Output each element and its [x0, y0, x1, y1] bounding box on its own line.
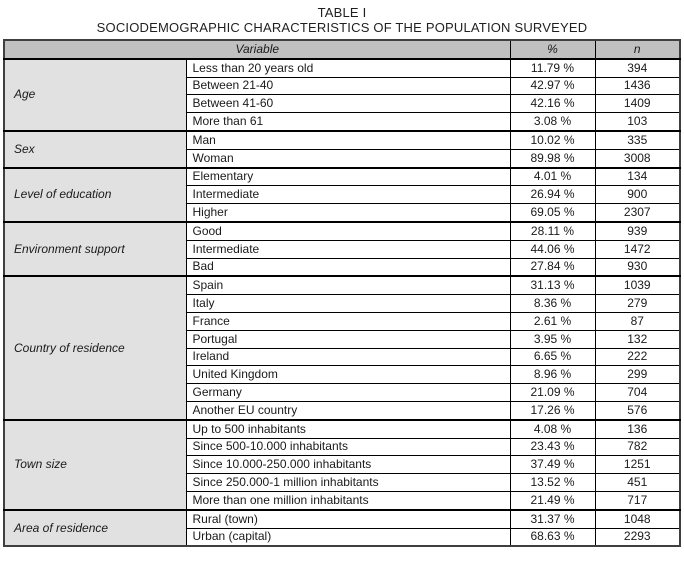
n-cell: 704 [595, 384, 680, 402]
label-cell: More than 61 [186, 113, 510, 131]
percent-cell: 8.96 % [510, 366, 595, 384]
label-cell: More than one million inhabitants [186, 491, 510, 509]
table-row [4, 276, 680, 294]
percent-cell: 21.49 % [510, 491, 595, 509]
label-cell: Spain [186, 276, 510, 294]
percent-cell: 4.01 % [510, 168, 595, 186]
n-cell: 782 [595, 438, 680, 456]
label-cell: Up to 500 inhabitants [186, 420, 510, 438]
percent-cell: 26.94 % [510, 186, 595, 204]
column-header-variable: Variable [4, 40, 510, 59]
percent-cell: 3.95 % [510, 330, 595, 348]
n-cell: 394 [595, 59, 680, 77]
percent-cell: 6.65 % [510, 348, 595, 366]
percent-cell: 3.08 % [510, 113, 595, 131]
n-cell: 335 [595, 131, 680, 149]
n-cell: 1251 [595, 456, 680, 474]
percent-cell: 68.63 % [510, 528, 595, 546]
table-row [4, 420, 680, 438]
percent-cell: 44.06 % [510, 240, 595, 258]
label-cell: Between 21-40 [186, 77, 510, 95]
sociodemographic-table [3, 39, 681, 547]
n-cell: 222 [595, 348, 680, 366]
n-cell: 103 [595, 113, 680, 131]
label-cell: Intermediate [186, 186, 510, 204]
percent-cell: 21.09 % [510, 384, 595, 402]
n-cell: 134 [595, 168, 680, 186]
percent-cell: 27.84 % [510, 258, 595, 276]
n-cell: 2293 [595, 528, 680, 546]
n-cell: 1039 [595, 276, 680, 294]
n-cell: 132 [595, 330, 680, 348]
n-cell: 3008 [595, 149, 680, 167]
column-header-percent: % [510, 40, 595, 59]
label-cell: Germany [186, 384, 510, 402]
label-cell: Between 41-60 [186, 95, 510, 113]
percent-cell: 31.37 % [510, 510, 595, 528]
n-cell: 930 [595, 258, 680, 276]
label-cell: Man [186, 131, 510, 149]
group-cell-town-size: Town size [4, 420, 186, 510]
table-title: TABLE I [317, 5, 367, 20]
table-subtitle: SOCIODEMOGRAPHIC CHARACTERISTICS OF THE POPULATION SURVEYED [96, 20, 588, 35]
n-cell: 717 [595, 491, 680, 509]
group-cell-sex: Sex [4, 131, 186, 168]
n-cell: 1048 [595, 510, 680, 528]
table-row [4, 168, 680, 186]
n-cell: 1436 [595, 77, 680, 95]
table-row [4, 222, 680, 240]
label-cell: Since 500-10.000 inhabitants [186, 438, 510, 456]
percent-cell: 17.26 % [510, 401, 595, 419]
percent-cell: 31.13 % [510, 276, 595, 294]
label-cell: Elementary [186, 168, 510, 186]
n-cell: 2307 [595, 204, 680, 222]
group-cell-country: Country of residence [4, 276, 186, 419]
n-cell: 136 [595, 420, 680, 438]
n-cell: 279 [595, 295, 680, 313]
percent-cell: 69.05 % [510, 204, 595, 222]
group-cell-area: Area of residence [4, 510, 186, 547]
percent-cell: 89.98 % [510, 149, 595, 167]
label-cell: Italy [186, 295, 510, 313]
n-cell: 1472 [595, 240, 680, 258]
n-cell: 451 [595, 474, 680, 492]
percent-cell: 42.16 % [510, 95, 595, 113]
header-row [4, 40, 680, 59]
table-row [4, 59, 680, 77]
label-cell: Since 250.000-1 million inhabitants [186, 474, 510, 492]
label-cell: Rural (town) [186, 510, 510, 528]
label-cell: Less than 20 years old [186, 59, 510, 77]
label-cell: Another EU country [186, 401, 510, 419]
label-cell: Intermediate [186, 240, 510, 258]
label-cell: Portugal [186, 330, 510, 348]
label-cell: Ireland [186, 348, 510, 366]
group-cell-age: Age [4, 59, 186, 131]
label-cell: United Kingdom [186, 366, 510, 384]
n-cell: 299 [595, 366, 680, 384]
percent-cell: 42.97 % [510, 77, 595, 95]
percent-cell: 10.02 % [510, 131, 595, 149]
percent-cell: 4.08 % [510, 420, 595, 438]
n-cell: 1409 [595, 95, 680, 113]
percent-cell: 23.43 % [510, 438, 595, 456]
percent-cell: 8.36 % [510, 295, 595, 313]
percent-cell: 13.52 % [510, 474, 595, 492]
label-cell: France [186, 312, 510, 330]
percent-cell: 37.49 % [510, 456, 595, 474]
percent-cell: 2.61 % [510, 312, 595, 330]
label-cell: Bad [186, 258, 510, 276]
table-row [4, 131, 680, 149]
percent-cell: 11.79 % [510, 59, 595, 77]
label-cell: Higher [186, 204, 510, 222]
label-cell: Woman [186, 149, 510, 167]
label-cell: Urban (capital) [186, 528, 510, 546]
group-cell-education: Level of education [4, 168, 186, 222]
percent-cell: 28.11 % [510, 222, 595, 240]
n-cell: 87 [595, 312, 680, 330]
table-row [4, 510, 680, 528]
group-cell-environment-support: Environment support [4, 222, 186, 276]
label-cell: Good [186, 222, 510, 240]
label-cell: Since 10.000-250.000 inhabitants [186, 456, 510, 474]
n-cell: 900 [595, 186, 680, 204]
n-cell: 939 [595, 222, 680, 240]
table-caption [0, 0, 684, 35]
column-header-n: n [595, 40, 680, 59]
n-cell: 576 [595, 401, 680, 419]
